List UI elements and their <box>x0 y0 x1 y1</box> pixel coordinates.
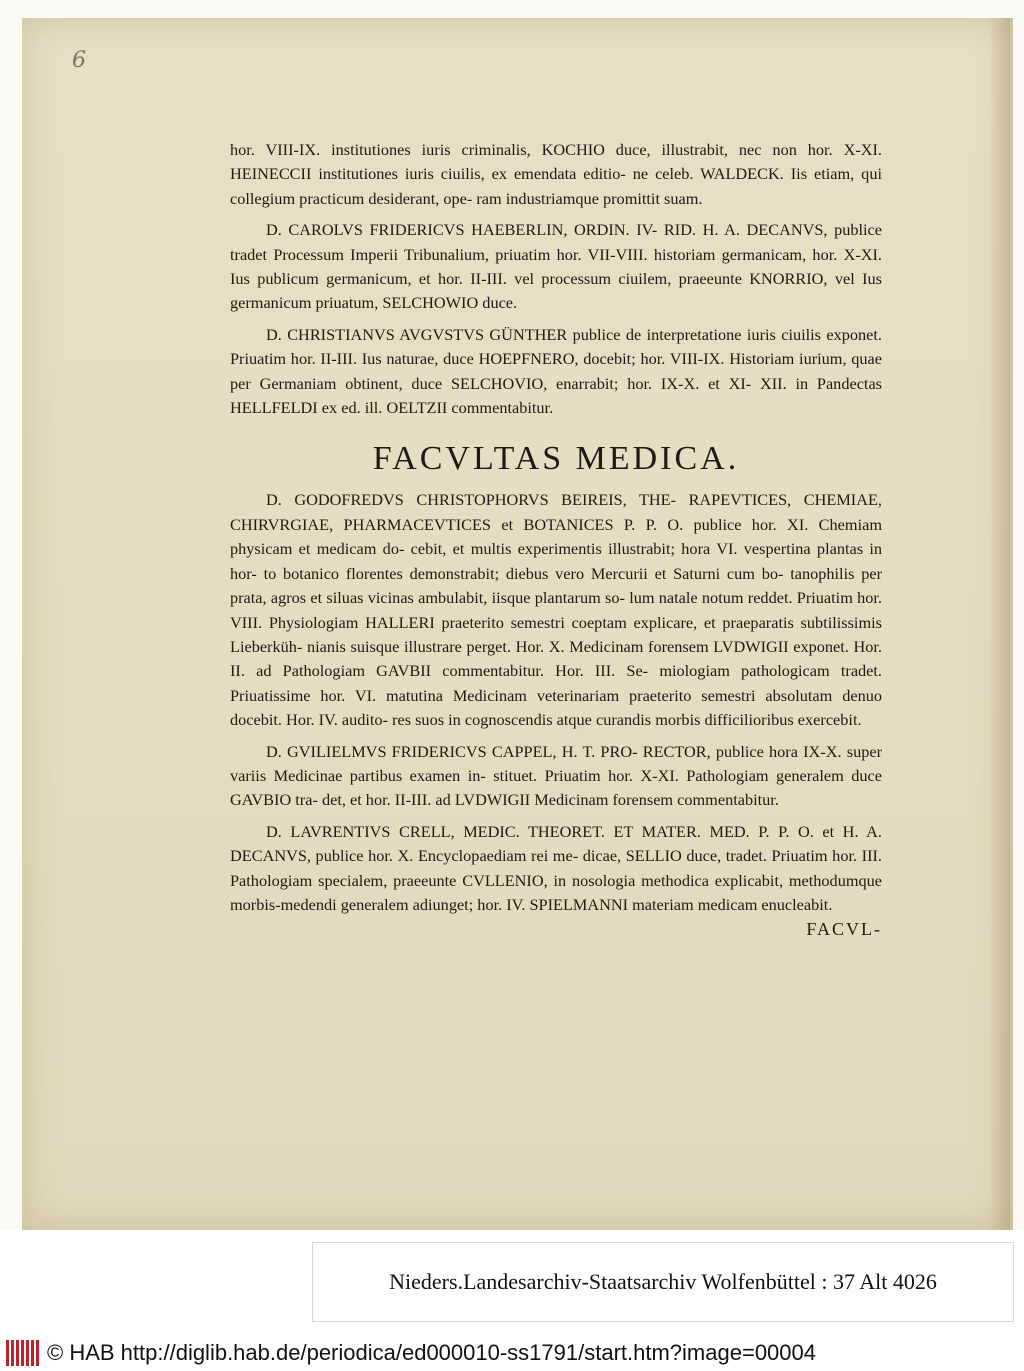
paragraph-haeberlin: D. CAROLVS FRIDERICVS HAEBERLIN, ORDIN. IV- RID. H. A. DECANVS, publice tradet Processum Imperii Tribunalium, priuatim hor. VII-VIII. historiam germanicam, hor. X-XI. Ius publicum germanicum, et hor. II-III. vel processum ciuilem, praeeunte KNORRIO, vel Ius germanicum priuatum, SELCHOWIO duce. <box>230 220 883 313</box>
paragraph-guenther: D. CHRISTIANVS AVGVSTVS GÜNTHER publice de interpretatione iuris ciuilis exponet. Priuatim hor. II-III. Ius naturae, duce HOEPFNERO, docebit; hor. VIII-IX. Historiam iurium, quae per Germaniam obtinent, duce SELCHOVIO, enarrabit; hor. IX-X. et XI- XII. in Pandectas HELLFELDI ex ed. ill. OELTZII commentabitur. <box>230 324 883 418</box>
archive-label <box>312 1242 1014 1322</box>
section-heading: FACVLTAS MEDICA. <box>372 440 740 478</box>
document-text <box>230 138 882 942</box>
footer-link[interactable]: © HAB http://diglib.hab.de/periodica/ed000010-ss1791/start.htm?image=00004 <box>47 1339 816 1365</box>
paragraph-beireis: D. GODOFREDVS CHRISTOPHORVS BEIREIS, THE- RAPEVTICES, CHEMIAE, CHIRVRGIAE, PHARMACEVTICES et BOTANICES P. P. O. publice hor. XI. Chemiam physicam et medicam do- cebit, et multis experimentis illustrabit; hora VI. vespertina plantas in hor- to botanico florentes demonstrabit; diebus vero Mercurii et Saturni cum bo- tanophilis per prata, agros et siluas vicinas ambulabit, iisque plantarum so- lum natale notum reddet. Priuatim hor. VIII. Physiologiam HALLERI praeterito semestri coeptam explicare, et praeparatis subtilissimis Lieberküh- nianis suisque illustrare perget. Hor. X. Medicinam forensem LVDWIGII exponet. Hor. II. ad Pathologiam GAVBII commentabitur. Hor. III. Se- miologiam pathologicam tradet. Priuatissime hor. VI. matutina Medicinam veterinariam praeterito semestri absolutam denuo docebit. Hor. IV. audito- res suos in cognoscendis atque curandis morbis difficilioribus exercebit. <box>230 490 883 730</box>
footer-bar <box>0 1334 1024 1371</box>
hab-logo-icon <box>6 1340 39 1366</box>
paragraph-cappel: D. GVILIELMVS FRIDERICVS CAPPEL, H. T. PRO- RECTOR, publice hora IX-X. super variis Medicinae partibus examen in- stituet. Priuatim hor. X-XI. Pathologiam generalem duce GAVBIO tra- det, et hor. II-III. ad LVDWIGII Medicinam forensem commentabitur. <box>230 741 882 810</box>
paragraph-criminal-law: hor. VIII-IX. institutiones iuris criminalis, KOCHIO duce, illustrabit, nec non hor. X-XI. HEINECCII institutiones iuris ciuilis, ex emendata editio- ne celeb. WALDECK. Iis etiam, qui collegium practicum desiderant, ope- ram industriamque promittit suam. <box>230 140 882 208</box>
page-number-mark: 6 <box>72 48 86 73</box>
archive-label-text: Nieders.Landesarchiv-Staatsarchiv Wolfenbüttel : 37 Alt 4026 <box>389 1269 937 1294</box>
paragraph-crell: D. LAVRENTIVS CRELL, MEDIC. THEORET. ET MATER. MED. P. P. O. et H. A. DECANVS, publice hor. X. Encyclopaediam rei me- dicae, SELLIO duce, tradet. Priuatim hor. III. Pathologiam specialem, praeeunte CVLLENIO, in nosologia methodica explicabit, methodumque morbis-medendi generalem adiunget; hor. IV. SPIELMANNI materiam medicam enucleabit. <box>230 821 883 914</box>
catchword: FACVL- <box>806 919 882 940</box>
